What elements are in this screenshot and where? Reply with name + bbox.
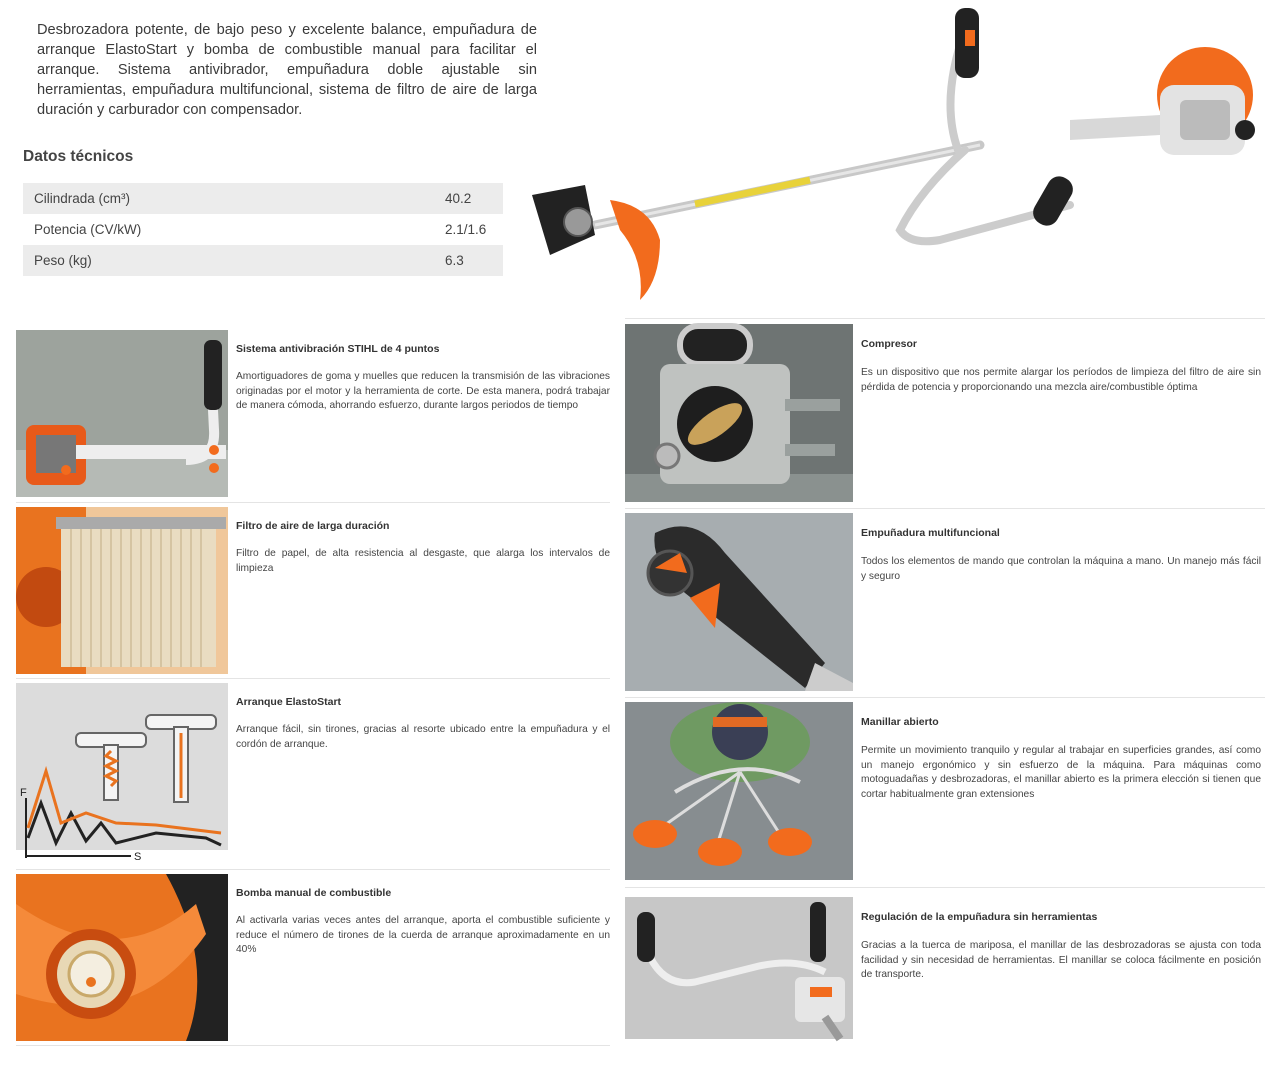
divider — [625, 508, 1265, 509]
stroke-axis-label: S — [134, 851, 142, 863]
spec-value: 2.1/1.6 — [445, 222, 487, 237]
feature-item — [625, 513, 1265, 683]
handle-adjustment-image — [625, 897, 853, 1039]
feature-title: Regulación de la empuñadura sin herramientas — [861, 911, 1098, 923]
feature-item — [625, 897, 1265, 1067]
spec-label: Potencia (CV/kW) — [34, 222, 142, 237]
feature-item — [16, 683, 610, 863]
spec-label: Cilindrada (cm³) — [23, 183, 434, 214]
tech-data-table — [23, 183, 503, 276]
air-filter-image — [16, 507, 228, 674]
divider — [16, 1045, 610, 1046]
feature-item — [16, 330, 610, 500]
feature-description: Es un dispositivo que nos permite alargar los períodos de limpieza del filtro de aire sin pérdida de potencia y proporcionando una mezcla aire/combustible óptima — [861, 367, 1261, 393]
open-handlebar-image — [625, 702, 853, 880]
feature-description: Arranque fácil, sin tirones, gracias al resorte ubicado entre la empuñadura y el cordón de arranque. — [236, 724, 610, 750]
feature-description: Permite un movimiento tranquilo y regular al trabajar en superficies grandes, así como un manejo ergonómico y sin esfuerzo de la máquina. Para máquinas como motoguadañas y desbrozadoras, el manillar abierto es la primera elección si tienen que cortar habitualmente gran extensiones — [861, 745, 1261, 800]
feature-description: Al activarla varias veces antes del arranque, aporta el combustible suficiente y reduce el número de tirones de la cuerda de arranque aproximadamente en un 40% — [236, 915, 610, 955]
feature-item — [16, 507, 610, 677]
feature-description: Amortiguadores de goma y muelles que reducen la transmisión de las vibraciones originadas por el motor y la herramienta de corte. De esta manera, podrá trabajar de manera cómoda, ahorrando esfuerzo, durante largos periodos de tiempo — [236, 371, 610, 411]
feature-title: Filtro de aire de larga duración — [236, 520, 390, 532]
feature-title: Bomba manual de combustible — [236, 887, 392, 899]
feature-title: Arranque ElastoStart — [236, 696, 342, 708]
divider — [16, 869, 610, 870]
divider — [625, 887, 1265, 888]
elastostart-image — [16, 683, 228, 863]
spec-value: 40.2 — [434, 183, 503, 214]
feature-title: Empuñadura multifuncional — [861, 527, 1000, 539]
spec-row — [23, 214, 503, 245]
divider — [625, 318, 1265, 319]
divider — [16, 502, 610, 503]
feature-item — [625, 702, 1265, 872]
feature-description: Filtro de papel, de alta resistencia al desgaste, que alarga los intervalos de limpieza — [236, 548, 610, 574]
spec-label: Peso (kg) — [23, 245, 434, 276]
feature-description: Gracias a la tuerca de mariposa, el manillar de las desbrozadoras se ajusta con toda facilidad y sin necesidad de herramientas. El manillar se coloca fácilmente en posición de transporte. — [861, 940, 1261, 980]
carburetor-image — [625, 324, 853, 502]
spec-value: 6.3 — [434, 245, 503, 276]
spec-row — [23, 245, 503, 276]
feature-title: Manillar abierto — [861, 716, 939, 728]
feature-item — [16, 874, 610, 1044]
brushcutter-product-image — [510, 0, 1284, 318]
feature-description: Todos los elementos de mando que controlan la máquina a mano. Un manejo más fácil y seguro — [861, 556, 1261, 582]
tech-data-heading: Datos técnicos — [23, 148, 134, 165]
fuel-pump-image — [16, 874, 228, 1041]
divider — [625, 697, 1265, 698]
feature-title: Compresor — [861, 338, 918, 350]
feature-item — [625, 324, 1265, 494]
spec-row — [23, 183, 503, 214]
antivibration-image — [16, 330, 228, 497]
feature-title: Sistema antivibración STIHL de 4 puntos — [236, 343, 440, 355]
divider — [16, 678, 610, 679]
product-description: Desbrozadora potente, de bajo peso y excelente balance, empuñadura de arranque ElastoStart y bomba de combustible manual para facilitar el arranque. Sistema antivibrador, empuñadura doble ajustable sin herramientas, empuñadura multifuncional, sistema de filtro de aire de larga duración y carburador con compensador. — [37, 22, 537, 118]
multifunction-handle-image — [625, 513, 853, 691]
force-axis-label: F — [20, 787, 27, 799]
